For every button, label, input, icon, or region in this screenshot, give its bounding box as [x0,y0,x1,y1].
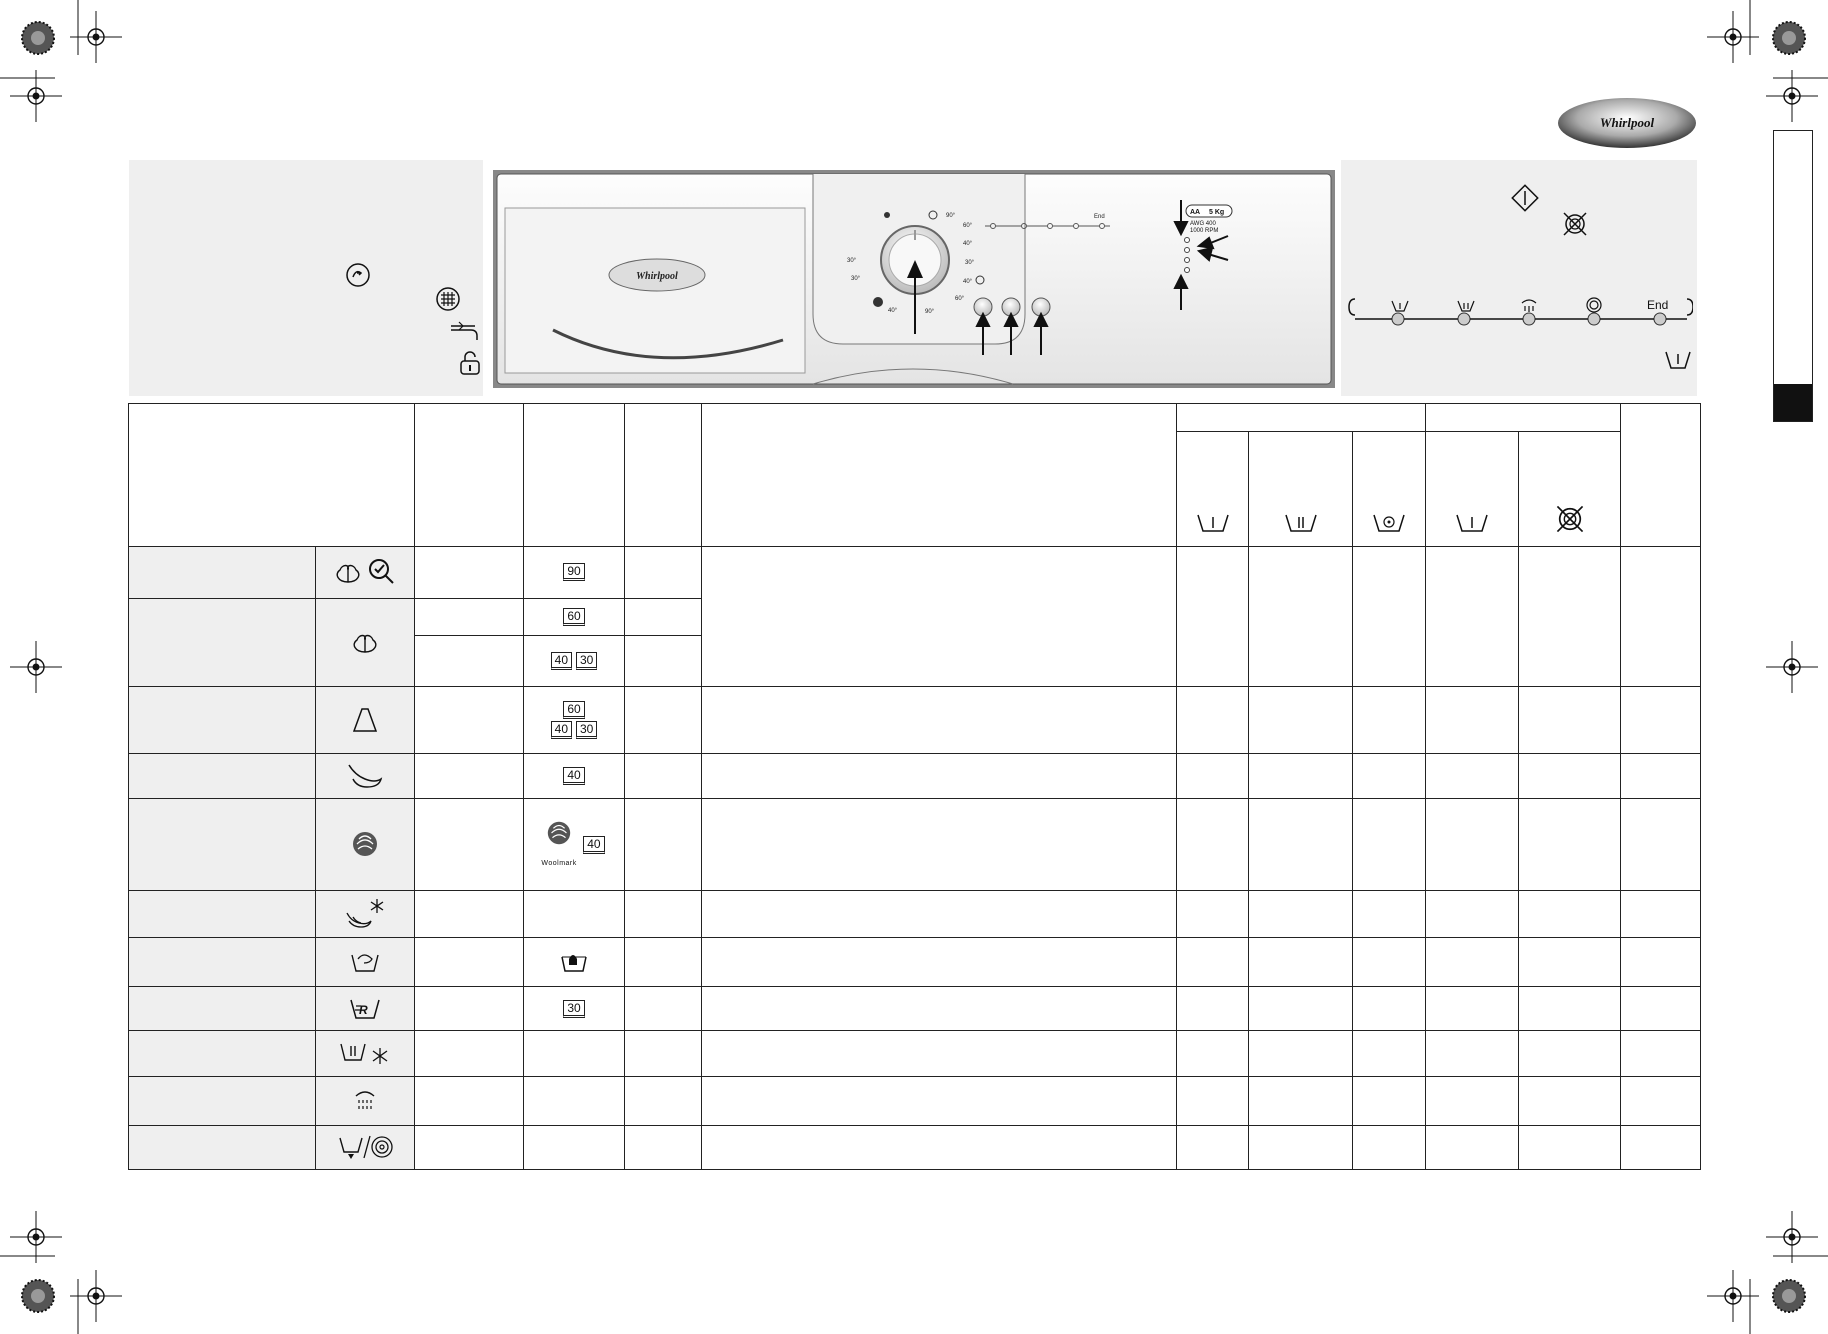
phase-end-label: End [1647,298,1669,312]
stain-icon [367,557,397,587]
spin-label: 1000 RPM [1190,228,1219,234]
wash-temp-tag: 40 [563,767,584,785]
programme-symbol-cell [316,598,415,686]
table-row [129,1076,1701,1125]
wool-icon [350,829,380,859]
main-wash-icon [1454,511,1490,535]
wash-temp-tag: 90 [563,563,584,581]
door-lock-icon [459,350,481,376]
programme-name-cell [129,1125,316,1169]
wash-temp-tag: 40 [583,836,604,854]
cotton-icon [333,560,363,584]
programme-name-cell [129,938,316,987]
hand-wash-label-icon [559,951,589,973]
side-tab [1773,130,1813,422]
wash-temp-tag: 30 [576,721,597,739]
programme-name-cell [129,546,316,598]
start-pause-icon [1511,184,1539,212]
programme-table [128,403,1701,1170]
tap-rinse-icon [449,320,481,344]
dial-temp-1: 90° [946,213,956,219]
programme-name-cell [129,987,316,1031]
header-col-5 [625,404,702,547]
table-row [129,546,1701,598]
no-spin-icon [1554,503,1586,535]
table-row [129,987,1701,1031]
option-wash-header [1426,432,1519,546]
header-detergent-group [1177,404,1426,432]
woolmark-label: Woolmark [541,859,577,867]
softener-icon [1371,511,1407,535]
capacity-label: 5 Kg [1209,209,1225,216]
table-header-row [129,404,1701,432]
brand-logo-text: Whirlpool [1599,115,1655,130]
wash-temp-tag: 40 [551,721,572,739]
header-col-4 [524,404,625,547]
wash-temp-tag: 60 [563,608,584,626]
dial-temp-6: 60° [955,296,965,302]
grid-icon [435,286,461,312]
option-no-spin-header [1519,432,1621,546]
phase-indicator-row [1347,295,1693,335]
dial-temp-10: 30° [847,258,857,264]
header-option-group [1426,404,1621,432]
wash-temp-tag: 30 [563,1000,584,1018]
header-programme [129,404,415,547]
rinse-icon [338,1040,392,1066]
programme-symbol-cell [316,1031,415,1076]
dial-temp-9: 30° [851,276,861,282]
programme-symbol-cell [316,1076,415,1125]
model-label: AWG 400 [1190,221,1216,227]
programme-symbol-cell [316,546,415,598]
header-last [1621,404,1701,547]
left-legend-panel [129,160,483,396]
cotton-icon [350,630,380,654]
wash-temp-tag: 60 [563,701,584,719]
table-row [129,687,1701,754]
rapid-icon [348,996,382,1022]
table-row [129,798,1701,890]
delicates-icon [345,761,385,791]
dial-temp-5: 40° [963,279,973,285]
energy-class-label: AA [1190,209,1201,216]
woolmark-logo [544,819,574,847]
washing-machine-panel [493,170,1335,388]
programme-symbol-cell [316,1125,415,1169]
brand-logo [1556,96,1698,150]
programme-name-cell [129,798,316,890]
shower-icon [350,1086,380,1116]
wash-temp-tag: 30 [576,652,597,670]
prewash-header [1249,432,1353,546]
programme-symbol-cell [316,938,415,987]
programme-name-cell [129,1031,316,1076]
hand-wash-icon [348,947,382,977]
programme-symbol-cell [316,987,415,1031]
no-spin-icon [1561,210,1589,238]
svg-text:R: R [359,1002,368,1017]
dial-temp-3: 40° [963,241,973,247]
table-row [129,1125,1701,1169]
machine-end-label: End [1094,214,1105,220]
right-legend-panel [1341,160,1697,396]
main-wash-header [1177,432,1249,546]
programme-symbol-cell [316,687,415,754]
drain-spin-icon [337,1132,393,1162]
prewash-icon [1663,348,1693,372]
table-row [129,890,1701,937]
dial-temp-8: 40° [888,308,898,314]
programme-name-cell [129,754,316,798]
programme-symbol-cell [316,798,415,890]
dial-temp-7: 90° [925,309,935,315]
wash-temp-tag: 40 [551,652,572,670]
machine-logo-text: Whirlpool [636,271,678,282]
main-wash-icon [1195,511,1231,535]
softener-header [1353,432,1426,546]
programme-symbol-cell [316,754,415,798]
table-row [129,938,1701,987]
table-row [129,1031,1701,1076]
bulky-icon [343,897,387,931]
prewash-icon [1283,511,1319,535]
synthetics-icon [350,705,380,735]
time-saver-icon [345,262,371,288]
header-description [702,404,1177,547]
description-cell [702,546,1177,687]
programme-name-cell [129,687,316,754]
programme-name-cell [129,598,316,686]
programme-symbol-cell [316,890,415,937]
programme-name-cell [129,890,316,937]
header-col-3 [415,404,524,547]
dial-temp-2: 60° [963,223,973,229]
dial-temp-4: 30° [965,260,975,266]
programme-name-cell [129,1076,316,1125]
table-row [129,754,1701,798]
